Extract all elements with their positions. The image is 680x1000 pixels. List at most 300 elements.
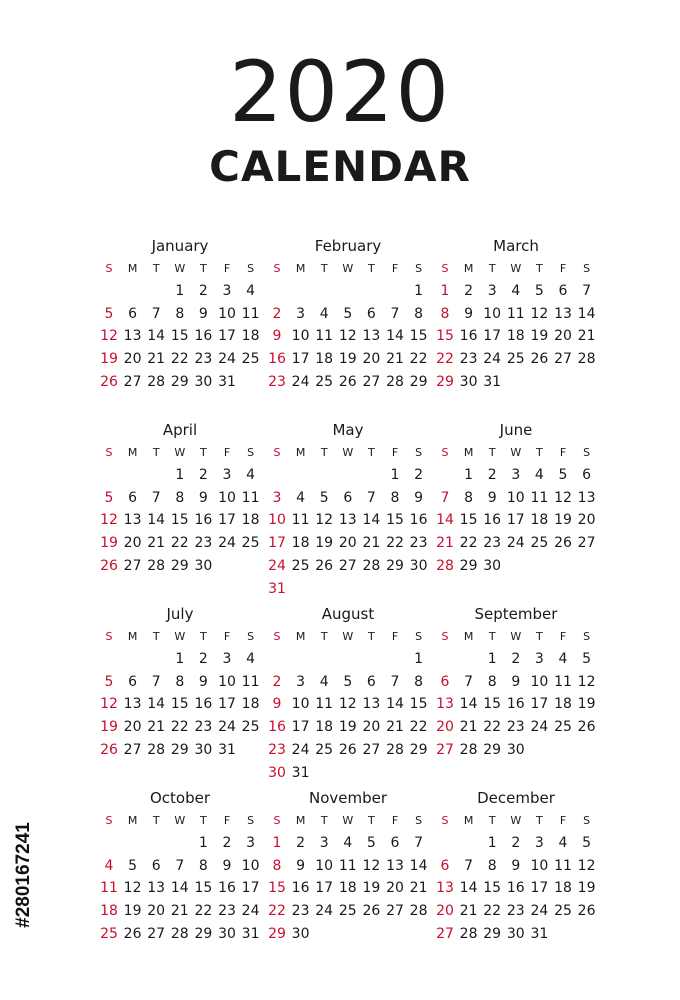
date-cell: 19 <box>315 535 334 552</box>
weekday-header: T <box>368 446 375 459</box>
date-cell: 17 <box>218 328 236 345</box>
date-cell: 7 <box>464 857 474 874</box>
date-cell: 3 <box>222 651 232 667</box>
date-cell: 9 <box>487 489 497 506</box>
date-cell: 7 <box>414 835 424 851</box>
date-cell: 4 <box>511 283 521 299</box>
date-cell: 10 <box>291 696 310 713</box>
date-cell: 6 <box>366 305 376 322</box>
date-cell: 22 <box>483 719 502 736</box>
date-cell: 12 <box>123 880 142 897</box>
date-cell: 12 <box>315 512 334 529</box>
stock-id-watermark <box>8 760 34 992</box>
date-cell: 20 <box>147 903 166 920</box>
date-cell: 24 <box>530 719 549 736</box>
date-cell: 4 <box>558 835 568 851</box>
date-cell: 22 <box>386 535 404 552</box>
date-cell: 4 <box>296 489 306 506</box>
date-cell: 19 <box>577 696 596 713</box>
weekday-header: M <box>127 814 138 827</box>
sunday-date: 9 <box>272 696 282 713</box>
date-cell: 7 <box>175 857 185 874</box>
date-cell: 22 <box>409 719 428 736</box>
date-cell: 16 <box>194 512 213 529</box>
date-cell: 19 <box>554 512 572 529</box>
date-cell: 19 <box>123 903 142 920</box>
weekday-header: W <box>510 814 522 827</box>
weekday-header: T <box>368 262 375 275</box>
weekday-header: T <box>368 630 375 643</box>
date-cell: 2 <box>464 283 474 299</box>
date-cell: 15 <box>459 512 478 529</box>
date-cell: 29 <box>483 925 502 942</box>
date-cell: 9 <box>414 489 424 506</box>
date-cell: 16 <box>483 512 502 529</box>
date-cell: 16 <box>459 328 478 345</box>
weekday-header: S <box>441 814 449 827</box>
date-cell: 9 <box>296 857 306 874</box>
weekday-header: F <box>559 814 567 827</box>
weekday-header: S <box>583 814 591 827</box>
weekday-header: F <box>391 262 399 275</box>
weekday-header: W <box>342 446 354 459</box>
weekday-header: F <box>223 262 231 275</box>
date-cell: 26 <box>315 557 334 574</box>
date-cell: 19 <box>530 328 549 345</box>
weekday-header: F <box>559 262 567 275</box>
date-cell: 3 <box>319 835 329 851</box>
date-cell: 6 <box>582 467 592 483</box>
weekday-header: W <box>174 262 186 275</box>
date-cell: 10 <box>218 305 236 322</box>
date-cell: 21 <box>409 880 428 897</box>
date-cell: 12 <box>530 305 549 322</box>
weekday-header: T <box>488 630 496 643</box>
sunday-date: 28 <box>436 557 454 574</box>
sunday-date: 19 <box>100 719 118 736</box>
weekday-header: T <box>536 262 543 275</box>
date-cell: 9 <box>198 673 208 690</box>
date-cell: 25 <box>506 351 525 368</box>
weekday-header: T <box>152 446 160 459</box>
sunday-date: 1 <box>440 283 450 299</box>
date-cell: 2 <box>511 651 521 667</box>
date-cell: 7 <box>151 489 161 506</box>
date-cell: 7 <box>366 489 376 506</box>
weekday-header: F <box>391 630 399 643</box>
date-cell: 2 <box>487 467 497 483</box>
date-cell: 30 <box>506 925 525 942</box>
date-cell: 5 <box>558 467 568 483</box>
date-cell: 6 <box>151 857 161 874</box>
date-cell: 30 <box>194 741 213 758</box>
date-cell: 9 <box>511 673 521 690</box>
date-cell: 11 <box>241 489 260 506</box>
weekday-header: T <box>152 814 160 827</box>
sunday-date: 10 <box>268 512 286 529</box>
date-cell: 10 <box>483 305 502 322</box>
date-cell: 14 <box>147 696 166 713</box>
date-cell: 30 <box>409 557 428 574</box>
date-cell: 5 <box>366 835 376 851</box>
date-cell: 5 <box>534 283 544 299</box>
date-cell: 26 <box>530 351 549 368</box>
date-cell: 13 <box>123 328 142 345</box>
month-name: December <box>477 789 555 807</box>
date-cell: 30 <box>506 741 525 758</box>
date-cell: 24 <box>218 719 236 736</box>
date-cell: 14 <box>147 328 166 345</box>
sunday-date: 14 <box>436 512 454 529</box>
date-cell: 25 <box>554 719 572 736</box>
date-cell: 23 <box>194 535 213 552</box>
weekday-header: W <box>342 814 354 827</box>
sunday-date: 3 <box>272 489 282 506</box>
date-cell: 20 <box>362 719 381 736</box>
date-cell: 14 <box>577 305 596 322</box>
date-cell: 25 <box>338 903 357 920</box>
date-cell: 14 <box>170 880 189 897</box>
date-cell: 9 <box>198 489 208 506</box>
date-cell: 20 <box>338 535 357 552</box>
date-cell: 13 <box>362 328 381 345</box>
date-cell: 19 <box>338 719 357 736</box>
date-cell: 10 <box>218 489 236 506</box>
date-cell: 9 <box>511 857 521 874</box>
weekday-header: S <box>247 446 255 459</box>
weekday-header: S <box>105 262 113 275</box>
date-cell: 26 <box>577 903 596 920</box>
weekday-header: M <box>295 446 306 459</box>
date-cell: 7 <box>582 283 592 299</box>
weekday-header: T <box>320 446 328 459</box>
sunday-date: 7 <box>440 489 450 506</box>
date-cell: 23 <box>218 903 236 920</box>
date-cell: 11 <box>338 857 357 874</box>
date-cell: 4 <box>534 467 544 483</box>
weekday-header: S <box>247 262 255 275</box>
date-cell: 22 <box>170 351 189 368</box>
date-cell: 14 <box>147 512 166 529</box>
date-cell: 22 <box>459 535 478 552</box>
date-cell: 19 <box>338 351 357 368</box>
weekday-header: S <box>273 446 281 459</box>
date-cell: 5 <box>343 673 353 690</box>
date-cell: 28 <box>409 903 428 920</box>
date-cell: 19 <box>362 880 381 897</box>
date-cell: 9 <box>198 305 208 322</box>
date-cell: 1 <box>414 283 424 299</box>
date-cell: 6 <box>390 835 400 851</box>
date-cell: 10 <box>291 328 310 345</box>
date-cell: 10 <box>241 857 260 874</box>
date-cell: 23 <box>483 535 502 552</box>
weekday-header: T <box>200 446 207 459</box>
date-cell: 21 <box>147 535 166 552</box>
weekday-header: T <box>152 630 160 643</box>
date-cell: 16 <box>194 328 213 345</box>
date-cell: 24 <box>218 535 236 552</box>
sunday-date: 9 <box>272 328 282 345</box>
weekday-header: M <box>463 446 474 459</box>
date-cell: 1 <box>390 467 400 483</box>
date-cell: 1 <box>175 651 185 667</box>
date-cell: 23 <box>459 351 478 368</box>
sunday-date: 25 <box>100 925 118 942</box>
date-cell: 15 <box>170 328 189 345</box>
date-cell: 24 <box>241 903 260 920</box>
weekday-header: W <box>174 446 186 459</box>
date-cell: 18 <box>291 535 310 552</box>
weekday-header: T <box>320 814 328 827</box>
date-cell: 10 <box>218 673 236 690</box>
sunday-date: 29 <box>268 925 286 942</box>
sunday-date: 21 <box>436 535 454 552</box>
date-cell: 24 <box>530 903 549 920</box>
sunday-date: 12 <box>100 696 118 713</box>
sunday-date: 27 <box>436 925 454 942</box>
sunday-date: 29 <box>436 373 454 390</box>
date-cell: 6 <box>128 489 138 506</box>
date-cell: 20 <box>554 328 572 345</box>
date-cell: 2 <box>198 467 208 483</box>
date-cell: 30 <box>194 373 213 390</box>
weekday-header: T <box>488 262 496 275</box>
date-cell: 14 <box>459 696 478 713</box>
weekday-header: W <box>342 630 354 643</box>
date-cell: 11 <box>554 673 572 690</box>
date-cell: 7 <box>464 673 474 690</box>
date-cell: 3 <box>511 467 521 483</box>
date-cell: 28 <box>362 557 381 574</box>
month-name: February <box>314 237 382 255</box>
date-cell: 16 <box>218 880 236 897</box>
weekday-header: S <box>583 262 591 275</box>
weekday-header: F <box>391 814 399 827</box>
date-cell: 3 <box>246 835 256 851</box>
date-cell: 1 <box>175 467 185 483</box>
date-cell: 13 <box>554 305 572 322</box>
date-cell: 24 <box>483 351 502 368</box>
date-cell: 21 <box>386 719 404 736</box>
date-cell: 21 <box>147 351 166 368</box>
date-cell: 6 <box>343 489 353 506</box>
date-cell: 31 <box>218 373 236 390</box>
date-cell: 23 <box>506 903 525 920</box>
weekday-header: S <box>415 446 423 459</box>
date-cell: 29 <box>409 373 428 390</box>
date-cell: 23 <box>506 719 525 736</box>
date-cell: 10 <box>506 489 525 506</box>
date-cell: 15 <box>409 696 428 713</box>
date-cell: 17 <box>530 696 549 713</box>
weekday-header: M <box>295 814 306 827</box>
date-cell: 8 <box>487 673 497 690</box>
weekday-header: S <box>441 262 449 275</box>
date-cell: 3 <box>534 651 544 667</box>
sunday-date: 18 <box>100 903 118 920</box>
date-cell: 21 <box>459 903 478 920</box>
date-cell: 9 <box>222 857 232 874</box>
sunday-date: 22 <box>436 351 454 368</box>
month-name: August <box>321 605 375 623</box>
date-cell: 29 <box>386 557 404 574</box>
date-cell: 4 <box>343 835 353 851</box>
date-cell: 28 <box>386 741 404 758</box>
date-cell: 18 <box>530 512 549 529</box>
date-cell: 18 <box>554 696 572 713</box>
date-cell: 23 <box>194 719 213 736</box>
date-cell: 1 <box>198 835 208 851</box>
date-cell: 30 <box>218 925 236 942</box>
month-name: April <box>162 421 198 439</box>
date-cell: 16 <box>409 512 428 529</box>
date-cell: 21 <box>577 328 596 345</box>
date-cell: 5 <box>128 857 138 874</box>
date-cell: 20 <box>123 535 142 552</box>
weekday-header: M <box>295 262 306 275</box>
date-cell: 17 <box>506 512 525 529</box>
date-cell: 3 <box>296 673 306 690</box>
date-cell: 20 <box>577 512 596 529</box>
sunday-date: 5 <box>104 489 114 506</box>
weekday-header: S <box>441 446 449 459</box>
date-cell: 28 <box>459 925 478 942</box>
date-cell: 31 <box>530 925 549 942</box>
date-cell: 15 <box>483 880 502 897</box>
date-cell: 5 <box>582 651 592 667</box>
date-cell: 13 <box>338 512 357 529</box>
date-cell: 27 <box>123 557 142 574</box>
month-name: June <box>499 421 533 439</box>
sunday-date: 2 <box>272 305 282 322</box>
weekday-header: S <box>583 630 591 643</box>
weekday-header: W <box>342 262 354 275</box>
date-cell: 2 <box>296 835 306 851</box>
date-cell: 14 <box>362 512 381 529</box>
sunday-date: 27 <box>436 741 454 758</box>
date-cell: 4 <box>246 651 256 667</box>
date-cell: 5 <box>582 835 592 851</box>
date-cell: 13 <box>123 512 142 529</box>
date-cell: 17 <box>530 880 549 897</box>
date-cell: 25 <box>315 741 334 758</box>
weekday-header: M <box>127 630 138 643</box>
date-cell: 13 <box>577 489 596 506</box>
weekday-header: S <box>105 814 113 827</box>
date-cell: 15 <box>386 512 404 529</box>
date-cell: 29 <box>409 741 428 758</box>
weekday-header: S <box>415 814 423 827</box>
date-cell: 27 <box>123 741 142 758</box>
weekday-header: F <box>223 446 231 459</box>
sunday-date: 20 <box>436 719 454 736</box>
date-cell: 6 <box>128 305 138 322</box>
date-cell: 21 <box>170 903 189 920</box>
date-cell: 3 <box>222 467 232 483</box>
date-cell: 4 <box>246 283 256 299</box>
weekday-header: T <box>200 814 207 827</box>
sunday-date: 6 <box>440 673 450 690</box>
date-cell: 27 <box>577 535 596 552</box>
sunday-date: 26 <box>100 741 118 758</box>
date-cell: 27 <box>362 373 381 390</box>
date-cell: 31 <box>218 741 236 758</box>
date-cell: 16 <box>291 880 310 897</box>
date-cell: 5 <box>343 305 353 322</box>
date-cell: 4 <box>246 467 256 483</box>
date-cell: 17 <box>241 880 260 897</box>
date-cell: 28 <box>147 741 166 758</box>
date-cell: 14 <box>459 880 478 897</box>
date-cell: 29 <box>170 741 189 758</box>
sunday-date: 4 <box>104 857 114 874</box>
weekday-header: S <box>415 630 423 643</box>
date-cell: 22 <box>483 903 502 920</box>
date-cell: 11 <box>315 696 334 713</box>
date-cell: 11 <box>506 305 525 322</box>
date-cell: 7 <box>390 305 400 322</box>
date-cell: 3 <box>222 283 232 299</box>
weekday-header: W <box>510 262 522 275</box>
weekday-header: W <box>510 446 522 459</box>
date-cell: 18 <box>554 880 572 897</box>
date-cell: 12 <box>554 489 572 506</box>
date-cell: 26 <box>362 903 381 920</box>
date-cell: 25 <box>554 903 572 920</box>
weekday-header: S <box>247 630 255 643</box>
sunday-date: 8 <box>272 857 282 874</box>
sunday-date: 8 <box>440 305 450 322</box>
date-cell: 24 <box>506 535 525 552</box>
weekday-header: F <box>559 630 567 643</box>
date-cell: 23 <box>409 535 428 552</box>
weekday-header: M <box>463 262 474 275</box>
date-cell: 20 <box>362 351 381 368</box>
weekday-header: M <box>463 630 474 643</box>
date-cell: 6 <box>558 283 568 299</box>
calendar-year: 2020 <box>229 43 451 141</box>
sunday-date: 20 <box>436 903 454 920</box>
date-cell: 8 <box>464 489 474 506</box>
date-cell: 2 <box>511 835 521 851</box>
date-cell: 8 <box>414 305 424 322</box>
date-cell: 30 <box>483 557 502 574</box>
date-cell: 29 <box>170 557 189 574</box>
date-cell: 12 <box>577 673 596 690</box>
date-cell: 15 <box>194 880 213 897</box>
weekday-header: T <box>200 262 207 275</box>
date-cell: 27 <box>554 351 572 368</box>
weekday-header: S <box>273 262 281 275</box>
sunday-date: 22 <box>268 903 286 920</box>
sunday-date: 13 <box>436 880 454 897</box>
date-cell: 28 <box>170 925 189 942</box>
sunday-date: 2 <box>272 673 282 690</box>
date-cell: 26 <box>554 535 572 552</box>
date-cell: 7 <box>151 305 161 322</box>
date-cell: 17 <box>483 328 502 345</box>
sunday-date: 16 <box>268 719 286 736</box>
date-cell: 28 <box>386 373 404 390</box>
date-cell: 11 <box>241 305 260 322</box>
date-cell: 22 <box>194 903 213 920</box>
date-cell: 8 <box>175 305 185 322</box>
date-cell: 8 <box>198 857 208 874</box>
date-cell: 24 <box>218 351 236 368</box>
date-cell: 15 <box>170 696 189 713</box>
date-cell: 30 <box>291 925 310 942</box>
